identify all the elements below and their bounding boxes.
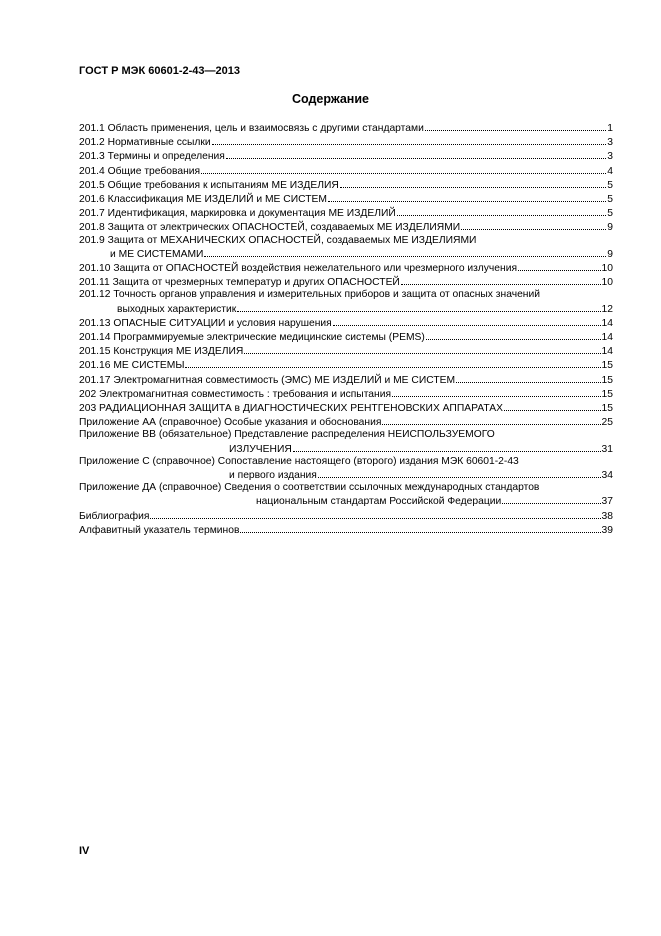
toc-entry-title: 201.17 Электромагнитная совместимость (ЭМС) МЕ ИЗДЕЛИЙ и МЕ СИСТЕМ [79, 374, 456, 386]
toc-entry-title: 201.14 Программируемые электрические медицинские системы (PEMS) [79, 332, 425, 344]
toc-entry-page: 15 [601, 388, 613, 400]
toc-entry[interactable] [79, 330, 613, 344]
toc-entry-title: выходных характеристик [117, 303, 237, 315]
toc-entry[interactable] [79, 235, 613, 261]
toc-entry-page: 10 [601, 263, 613, 275]
toc-entry[interactable] [79, 358, 613, 372]
toc-entry-title: 201.7 Идентификация, маркировка и документация МЕ ИЗДЕЛИЙ [79, 208, 396, 220]
toc-entry-title: 201.13 ОПАСНЫЕ СИТУАЦИИ и условия нарушения [79, 317, 332, 329]
toc-entry[interactable] [79, 523, 613, 537]
toc-entry[interactable] [79, 373, 613, 387]
dot-leader [425, 121, 606, 131]
page-number: IV [79, 845, 90, 857]
dot-leader [502, 494, 600, 504]
dot-leader [318, 468, 601, 478]
dot-leader [456, 373, 600, 383]
toc-entry[interactable] [79, 387, 613, 401]
toc-entry[interactable] [79, 261, 613, 275]
toc-entry[interactable] [79, 482, 613, 508]
dot-leader [328, 192, 606, 202]
toc-entry-title: 203 РАДИАЦИОННАЯ ЗАЩИТА в ДИАГНОСТИЧЕСКИХ РЕНТГЕНОВСКИХ АППАРАТАХ [79, 403, 504, 415]
toc-entry[interactable] [79, 206, 613, 220]
toc-entry-title: 201.5 Общие требования к испытаниям МЕ ИЗДЕЛИЯ [79, 179, 339, 191]
toc-entry-page: 9 [607, 248, 613, 260]
toc-entry-page: 31 [601, 443, 613, 455]
toc-entry[interactable] [79, 429, 613, 455]
toc-entry-first-line: 201.9 Защита от МЕХАНИЧЕСКИХ ОПАСНОСТЕЙ, создаваемых МЕ ИЗДЕЛИЯМИ [79, 234, 477, 246]
toc-entry-title: 201.3 Термины и определения [79, 151, 225, 163]
dot-leader [150, 509, 600, 519]
toc-entry-title: 201.2 Нормативные ссылки [79, 137, 211, 149]
toc-entry-page: 12 [601, 303, 613, 315]
dot-leader [461, 220, 606, 230]
toc-entry-title: 202 Электромагнитная совместимость : требования и испытания [79, 388, 392, 400]
toc-entry-page: 5 [607, 179, 613, 191]
toc-entry[interactable] [79, 344, 613, 358]
toc-entry[interactable] [79, 275, 613, 289]
toc-entry-page: 14 [601, 332, 613, 344]
toc-entry-page: 3 [607, 137, 613, 149]
toc-entry-title: 201.10 Защита от ОПАСНОСТЕЙ воздействия нежелательного или чрезмерного излучения [79, 263, 518, 275]
toc-entry-page: 34 [601, 470, 613, 482]
dot-leader [237, 302, 600, 312]
toc-entry-page: 25 [601, 417, 613, 429]
toc-entry[interactable] [79, 456, 613, 482]
toc-entry[interactable] [79, 415, 613, 429]
toc-entry-page: 15 [601, 403, 613, 415]
toc-entry-title: 201.11 Защита от чрезмерных температур и других ОПАСНОСТЕЙ [79, 277, 400, 289]
toc-entry[interactable] [79, 164, 613, 178]
toc-entry-page: 5 [607, 194, 613, 206]
toc-entry-title: 201.16 МЕ СИСТЕМЫ [79, 360, 185, 372]
toc-entry-title: 201.8 Защита от электрических ОПАСНОСТЕЙ, создаваемых МЕ ИЗДЕЛИЯМИ [79, 222, 461, 234]
page-title: Содержание [291, 92, 369, 106]
toc-entry-page: 14 [601, 346, 613, 358]
toc-entry-first-line: Приложение ДА (справочное) Сведения о соответствии ссылочных международных стандартов [79, 482, 540, 494]
dot-leader [382, 415, 600, 425]
toc-entry-title: Алфавитный указатель терминов [79, 524, 240, 536]
toc-entry-first-line: Приложение С (справочное) Сопоставление настоящего (второго) издания МЭК 60601-2-43 [79, 455, 519, 467]
dot-leader [204, 247, 606, 257]
toc-entry-title: ИЗЛУЧЕНИЯ [229, 443, 292, 455]
toc-entry[interactable] [79, 192, 613, 206]
toc-entry-title: Библиография [79, 510, 150, 522]
dot-leader [504, 401, 601, 411]
dot-leader [240, 523, 600, 533]
toc-entry-page: 15 [601, 360, 613, 372]
toc-entry-page: 14 [601, 317, 613, 329]
toc-entry[interactable] [79, 401, 613, 415]
toc-entry-first-line: 201.12 Точность органов управления и измерительных приборов и защита от опасных значений [79, 289, 540, 301]
toc-entry[interactable] [79, 316, 613, 330]
toc-entry[interactable] [79, 121, 613, 135]
dot-leader [426, 330, 601, 340]
toc-entry[interactable] [79, 509, 613, 523]
toc-entry-page: 38 [601, 510, 613, 522]
dot-leader [293, 442, 601, 452]
toc-entry-title: 201.15 Конструкция МЕ ИЗДЕЛИЯ [79, 346, 244, 358]
toc-entry-page: 10 [601, 277, 613, 289]
dot-leader [244, 344, 600, 354]
dot-leader [392, 387, 600, 397]
dot-leader [397, 206, 606, 216]
toc-entry-title: 201.6 Классификация МЕ ИЗДЕЛИЙ и МЕ СИСТЕМ [79, 194, 327, 206]
toc-entry-page: 39 [601, 524, 613, 536]
toc-entry-page: 9 [607, 222, 613, 234]
toc-entry[interactable] [79, 149, 613, 163]
table-of-contents [79, 121, 613, 537]
toc-entry-page: 15 [601, 374, 613, 386]
toc-entry-page: 1 [607, 123, 613, 134]
dot-leader [185, 358, 600, 368]
toc-entry-page: 37 [601, 496, 613, 508]
dot-leader [401, 275, 601, 285]
toc-entry[interactable] [79, 289, 613, 315]
toc-entry-first-line: Приложение ВВ (обязательное) Представление распределения НЕИСПОЛЬЗУЕМОГО [79, 429, 495, 441]
toc-entry-title: 201.4 Общие требования [79, 165, 201, 177]
toc-entry-title: 201.1 Область применения, цель и взаимосвязь с другими стандартами [79, 123, 424, 134]
dot-leader [333, 316, 601, 326]
toc-entry-title: и первого издания [229, 470, 317, 482]
toc-entry-title: и МЕ СИСТЕМАМИ [110, 248, 204, 260]
toc-entry-title: Приложение АА (справочное) Особые указания и обоснования [79, 417, 382, 429]
toc-entry[interactable] [79, 135, 613, 149]
document-header: ГОСТ Р МЭК 60601-2-43—2013 [79, 65, 240, 77]
toc-entry-title: национальным стандартам Российской Федерации [256, 496, 502, 508]
dot-leader [340, 178, 606, 188]
dot-leader [518, 261, 600, 271]
toc-entry-page: 5 [607, 208, 613, 220]
toc-entry[interactable] [79, 178, 613, 192]
toc-entry-page: 3 [607, 151, 613, 163]
toc-entry[interactable] [79, 220, 613, 234]
toc-entry-page: 4 [607, 165, 613, 177]
dot-leader [212, 135, 607, 145]
dot-leader [201, 164, 606, 174]
dot-leader [226, 149, 606, 159]
